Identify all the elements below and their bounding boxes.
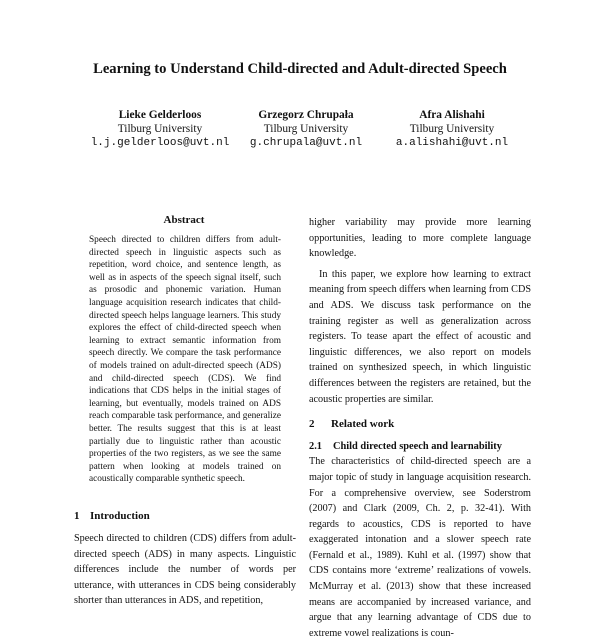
subsection-heading — [309, 439, 531, 455]
section-title: Introduction — [90, 510, 150, 522]
author-email: l.j.gelderloos@uvt.nl — [90, 137, 230, 149]
paragraph: The characteristics of child-directed speech are a major topic of study in language acquisition research. For a comprehensive overview, see Soderstrom (2007) and Clark (2009, Ch. 2, p. 32-41). With regards to acoustics, CDS is reported to have exaggerated intonation and a slower speech rate (Fernald et al., 1989). Kuhl et al. (1997) show that CDS contains more ‘extreme’ realizations of vowels. McMurray et al. (2013) show that these increased means are accompanied by increased variance, and argue that any learning advantage of CDS due to extreme vowel realizations is coun- — [309, 456, 531, 639]
related-work-heading — [309, 417, 531, 433]
introduction-heading — [74, 510, 150, 522]
author-affiliation: Tilburg University — [409, 123, 495, 135]
subsection-number: 2.1 — [309, 440, 322, 452]
author-name: Grzegorz Chrupała — [258, 109, 354, 121]
author-name: Afra Alishahi — [419, 109, 485, 121]
author-email: a.alishahi@uvt.nl — [395, 137, 509, 149]
paragraph: In this paper, we explore how learning to extract meaning from speech differs when learning from CDS and ADS. We discuss task performance on the training register as well as generalization across registers. To tease apart the effect of acoustic and linguistic differences, we also report on models trained on synthesized speech, in which linguistic differences between the registers are retained, but the acoustic properties are similar. — [309, 268, 531, 405]
abstract-heading: Abstract — [163, 214, 205, 226]
author-email: g.chrupala@uvt.nl — [249, 137, 363, 149]
subsection-title: Child directed speech and learnability — [333, 440, 502, 452]
author-affiliation: Tilburg University — [263, 123, 349, 135]
section-title: Related work — [331, 418, 395, 431]
author-name: Lieke Gelderloos — [118, 109, 202, 121]
introduction-text: Speech directed to children (CDS) differs from adult-directed speech (ADS) in many aspects. Linguistic differences include the number of words per utterance, with utterances in CDS being considerably shorter than utterances in ADS, and repetition, — [74, 533, 296, 607]
author-block — [352, 108, 552, 150]
section-number: 2 — [309, 418, 315, 431]
section-number: 1 — [74, 510, 80, 522]
paragraph-continued: higher variability may provide more learning opportunities, leading to more complete language knowledge. — [309, 217, 531, 260]
abstract-text: Speech directed to children differs from adult-directed speech in linguistic aspects such as repetition, word choice, and sentence length, as well as in aspects of the speech signal itself, such as prosodic and phonemic variation. Human language acquisition research indicates that child-directed speech helps language learners. This study explores the effect of child-directed speech when learning to extract semantic information from speech directly. We compare the task performance of models trained on adult-directed speech (ADS) and child-directed speech (CDS). We find indications that CDS helps in the initial stages of learning, but eventually, models trained on ADS reach comparable task performance, and generalize better. The results suggest that this is at least partially due to linguistic rather than acoustic properties of the two registers, as we see the same pattern when looking at models trained on acoustically comparable synthetic speech. — [89, 235, 281, 485]
paper-title: Learning to Understand Child-directed and Adult-directed Speech — [93, 61, 507, 77]
right-column — [309, 215, 531, 641]
author-affiliation: Tilburg University — [117, 123, 203, 135]
